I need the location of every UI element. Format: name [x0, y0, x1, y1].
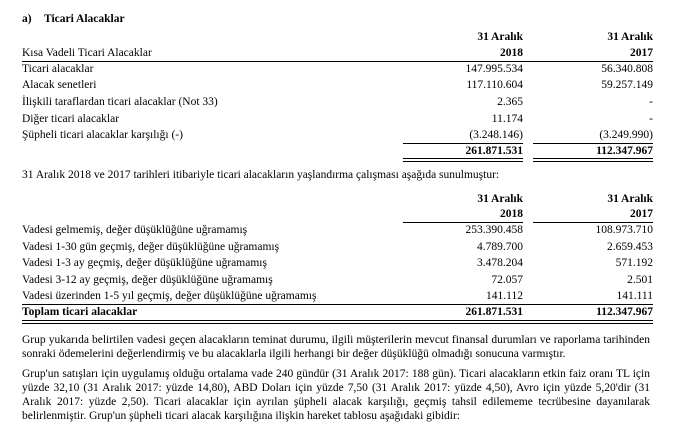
table2-total-top-rule	[22, 304, 653, 305]
row-value-2018: 2.365	[497, 96, 523, 108]
table1-subtotal-rule-2018	[403, 143, 523, 144]
row-value-2018: 117.110.604	[466, 79, 523, 91]
row-label: Vadesi 3-12 ay geçmiş, değer düşüklüğüne uğramamış	[22, 274, 273, 286]
section-title: Ticari Alacaklar	[44, 13, 125, 25]
row-label: Diğer ticari alacaklar	[22, 113, 120, 125]
row-value-2017: (3.249.990)	[599, 129, 653, 141]
table2-col1-year: 2018	[500, 208, 523, 220]
table2-col2-year: 2017	[630, 208, 653, 220]
row-value-2017: 108.973.710	[595, 224, 653, 236]
table2-header-rule-2017	[533, 222, 653, 223]
table1-total-2018: 261.871.531	[465, 145, 523, 157]
table1-header-rule	[22, 61, 653, 62]
row-value-2017: 2.501	[627, 274, 653, 286]
aging-intro: 31 Aralık 2018 ve 2017 tarihleri itibariyle ticari alacakların yaşlandırma çalışması aşağıda sunulmuştur:	[22, 169, 500, 181]
row-value-2017: -	[649, 96, 653, 108]
row-value-2018: 4.789.700	[477, 241, 523, 253]
row-value-2018: 141.112	[486, 290, 523, 302]
row-value-2018: 3.478.204	[477, 257, 523, 269]
row-value-2017: 141.111	[616, 290, 653, 302]
table2-col2-header: 31 Aralık	[607, 193, 653, 205]
table2-total-2017: 112.347.967	[596, 306, 653, 318]
row-label: Ticari alacaklar	[22, 63, 94, 75]
table1-col1-header: 31 Aralık	[477, 31, 523, 43]
table2-header-rule-2018	[403, 222, 523, 223]
table2-total-double-rule	[22, 320, 653, 324]
row-value-2018: 253.390.458	[465, 224, 523, 236]
table2-total-2018: 261.871.531	[465, 306, 523, 318]
table2-total-label: Toplam ticari alacaklar	[22, 306, 138, 318]
row-value-2017: -	[649, 113, 653, 125]
row-value-2017: 56.340.808	[601, 63, 653, 75]
row-value-2018: 11.174	[491, 113, 523, 125]
row-label: Vadesi 1-30 gün geçmiş, değer düşüklüğüne uğramamış	[22, 241, 280, 253]
table1-subtotal-rule-2017	[533, 143, 653, 144]
row-value-2018: 147.995.534	[465, 63, 523, 75]
table1-total-2017: 112.347.967	[596, 145, 653, 157]
paragraph-impairment: Grup yukarıda belirtilen vadesi geçen alacakların teminat durumu, ilgili müşterilerin mevcut finansal durumları ve raporlama tarihinden sonraki ödemelerini değerlendirmiş ve bu alacaklarla ilgili herhangi bir değer düşüklüğü olmadığı sonucuna varmıştır.	[22, 334, 650, 360]
row-value-2017: 2.659.453	[607, 241, 653, 253]
row-value-2018: 72.057	[491, 274, 523, 286]
table1-col2-header: 31 Aralık	[607, 31, 653, 43]
row-label: Alacak senetleri	[22, 79, 97, 91]
table2-col1-header: 31 Aralık	[477, 193, 523, 205]
row-label: Vadesi üzerinden 1-5 yıl geçmiş, değer düşüklüğüne uğramamış	[22, 290, 317, 302]
row-label: Vadesi 1-3 ay geçmiş, değer düşüklüğüne uğramamış	[22, 257, 267, 269]
row-label: Vadesi gelmemiş, değer düşüklüğüne uğramamış	[22, 224, 248, 236]
table1-col1-year: 2018	[500, 47, 523, 59]
row-value-2017: 571.192	[615, 257, 653, 269]
paragraph-maturity-interest: Grup'un satışları için uygulamış olduğu ortalama vade 240 gündür (31 Aralık 2017: 188 gün). Ticari alacakların etkin faiz oranı TL için yüzde 32,10 (31 Aralık 2017: yüzde 14,80), ABD Doları için yüzde 7,50 (31 Aralık 2017: yüzde 4,50), Avro için yüzde 5,20'dir (31 Aralık 2017: yüzde 2,50). Ticari alacaklar için ayrılan şüpheli alacak karşılığı, geçmiş tahsil edilememe tecrübesine dayanılarak belirlenmiştir. Grup'un şüpheli ticari alacak karşılığına ilişkin hareket tablosu aşağıdaki gibidir:	[22, 368, 650, 422]
table1-col2-year: 2017	[630, 47, 653, 59]
section-letter: a)	[22, 13, 32, 25]
row-value-2017: 59.257.149	[601, 79, 653, 91]
table1-caption: Kısa Vadeli Ticari Alacaklar	[22, 47, 152, 59]
table1-total-double-rule-2017	[533, 158, 653, 162]
row-label: İlişkili taraflardan ticari alacaklar (Not 33)	[22, 96, 218, 108]
row-label: Şüpheli ticari alacaklar karşılığı (-)	[22, 129, 183, 141]
row-value-2018: (3.248.146)	[469, 129, 523, 141]
table1-total-double-rule-2018	[403, 158, 523, 162]
